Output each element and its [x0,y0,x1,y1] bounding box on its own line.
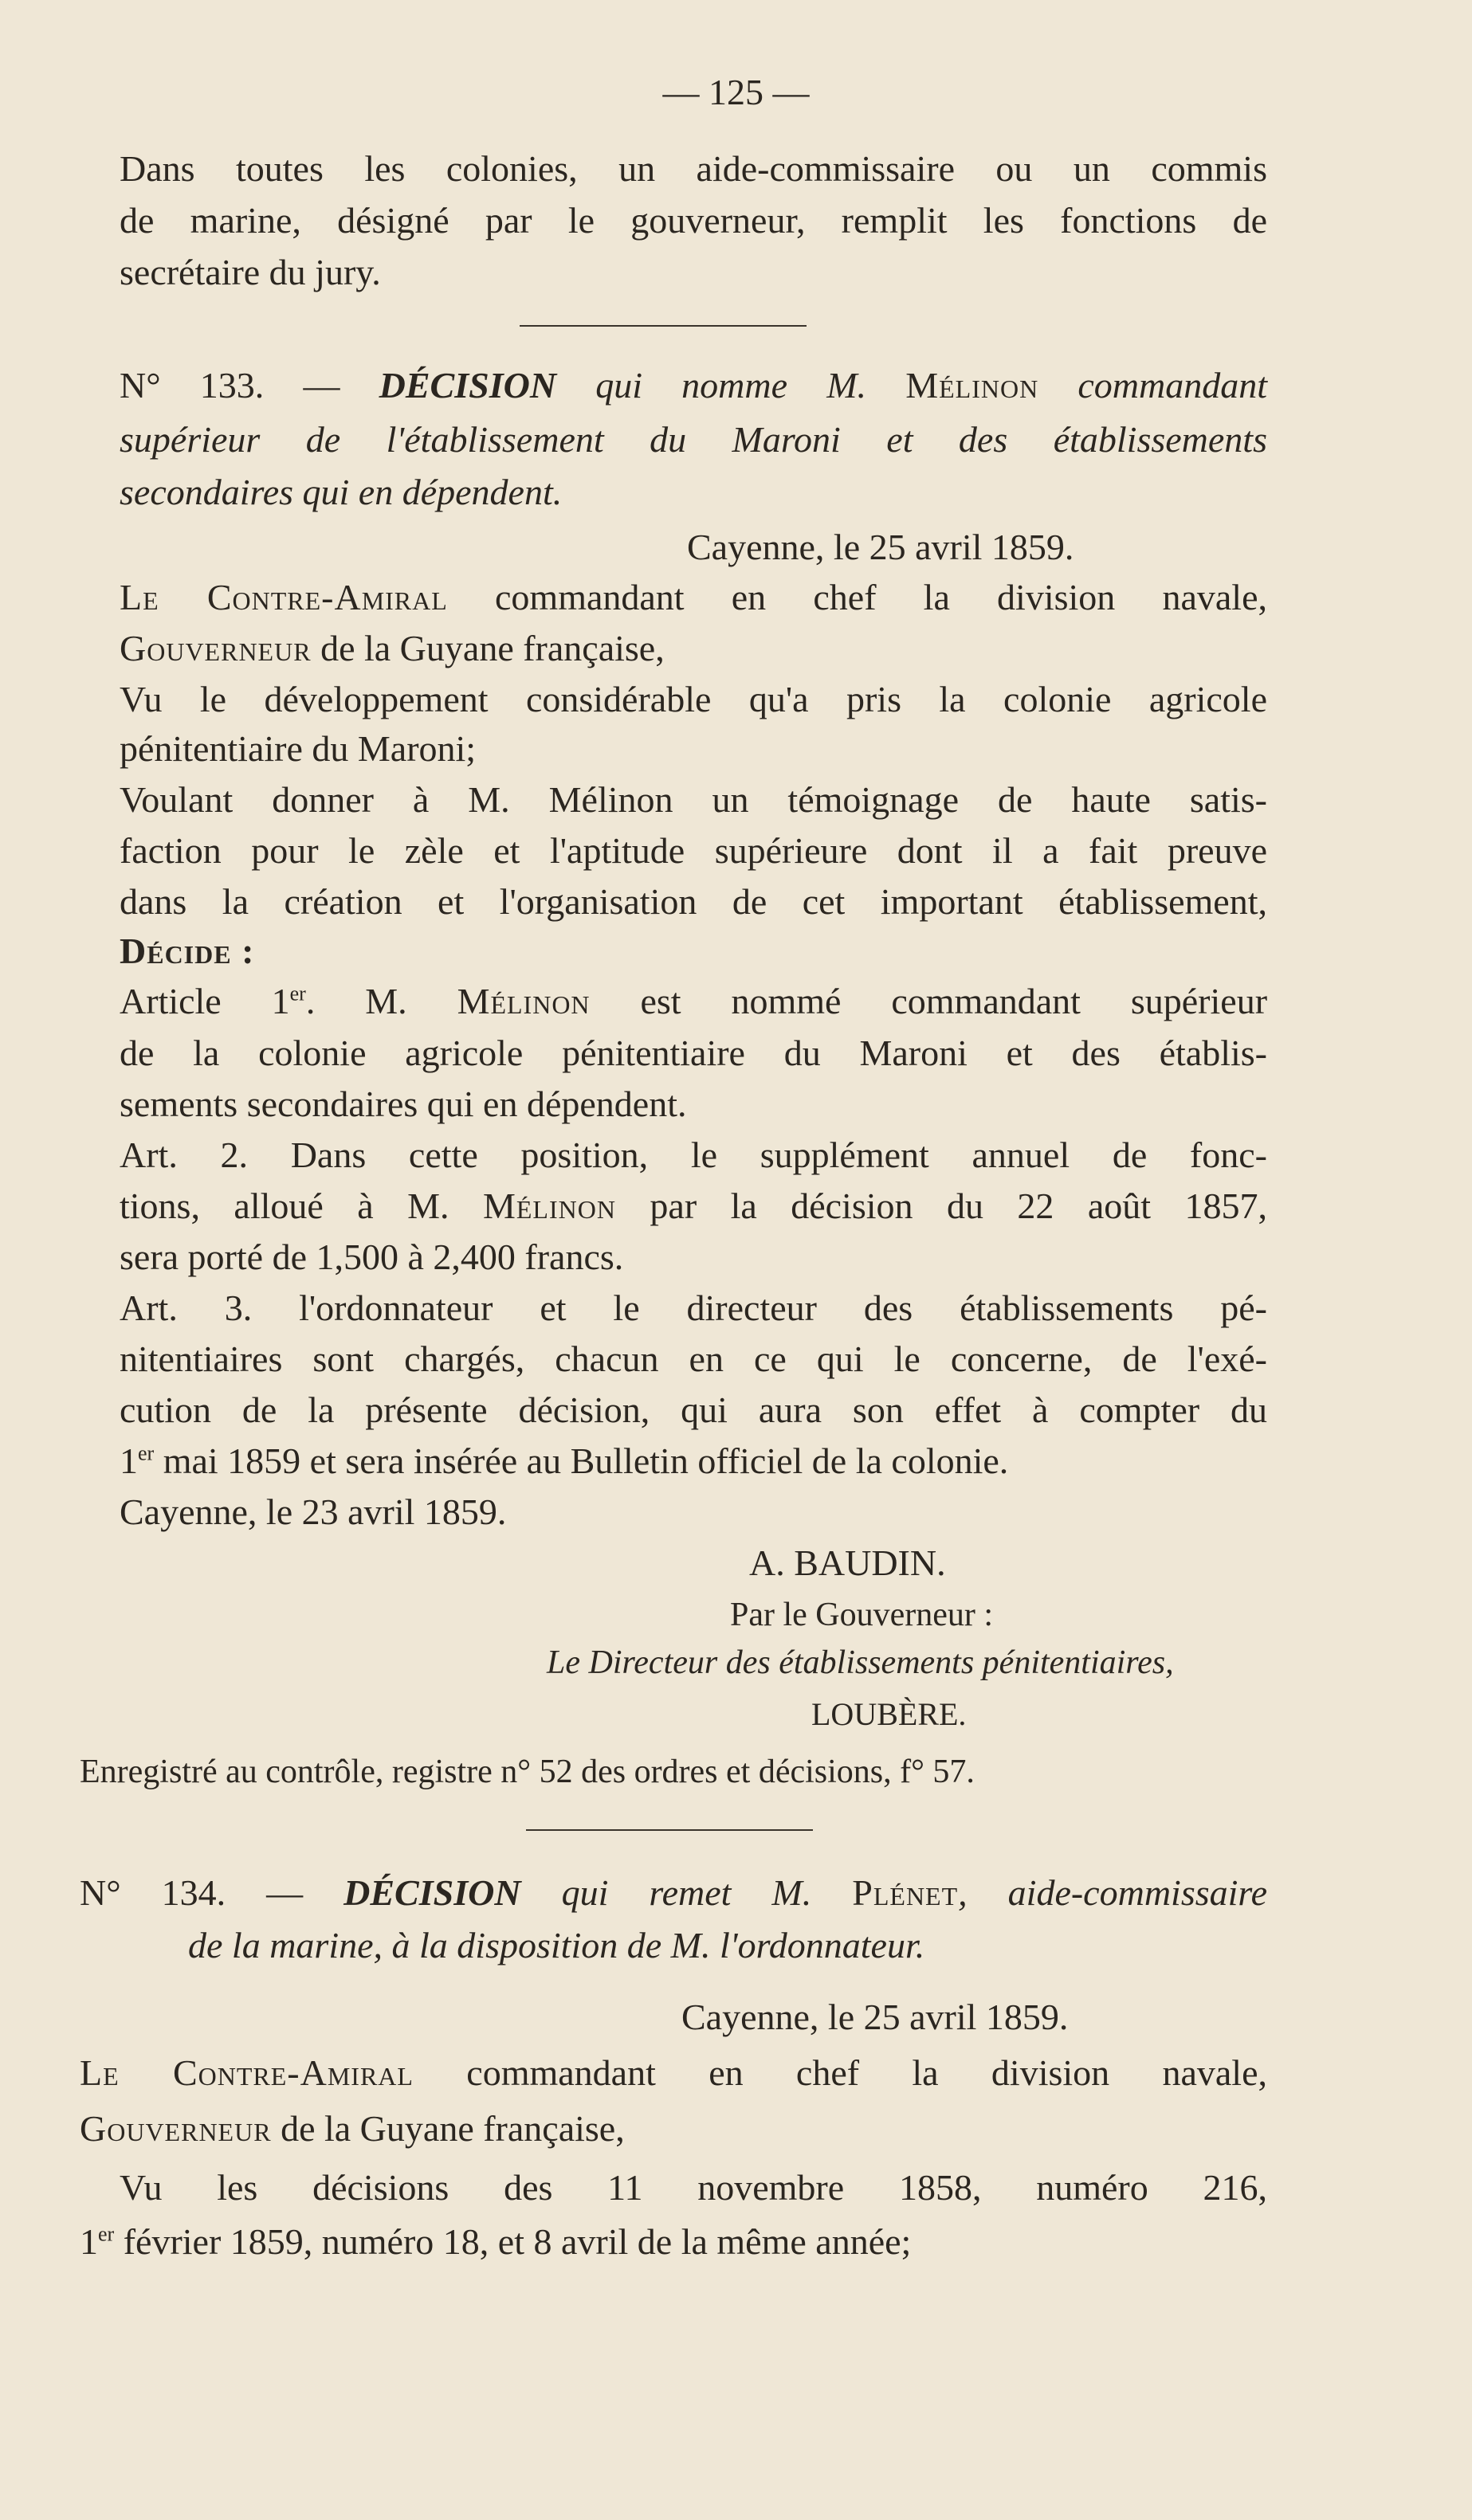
preamble-line [80,2048,1267,2099]
text-line [80,2216,911,2267]
text-span: février 1859, numéro 18, et 8 avril de la même année; [123,2221,912,2262]
director-name: LOUBÈRE. [811,1696,967,1732]
text-span: . M. [305,981,407,1021]
text-line: cution de la présente décision, qui aura son effet à compter du [120,1389,1267,1430]
text-line: Voulant donner à M. Mélinon un témoignage de haute satis- [120,779,1267,820]
article-1-line [120,976,1267,1027]
heading-text: qui nomme M. [595,365,867,406]
text-span: de la Guyane française, [281,2108,625,2149]
text-line: sements secondaires qui en dépendent. [120,1084,687,1124]
place-date: Cayenne, le 25 avril 1859. [681,1997,1069,2037]
title-gouverneur: Gouverneur [80,2108,272,2149]
text-span: Article 1 [120,981,290,1021]
text-span: 1 [80,2221,98,2262]
title-contre-amiral: Le Contre-Amiral [120,577,448,617]
decision-heading-line: de la marine, à la disposition de M. l'ordonnateur. [188,1925,925,1965]
page-number: — 125 — [662,72,810,112]
section-divider [520,325,807,327]
heading-text: qui remet M. [561,1872,812,1913]
article-3-line [120,1436,1008,1487]
heading-text: , aide-commissaire [958,1872,1268,1913]
decision-heading-line: secondaires qui en dépendent. [120,472,563,512]
text-line: Vu le développement considérable qu'a pris la colonie agricole [120,679,1267,719]
article-2-line [120,1181,1267,1232]
person-name: Mélinon [482,1186,616,1226]
dash: — [303,365,340,406]
text-line: de marine, désigné par le gouverneur, remplit les fonctions de [120,200,1267,241]
text-line: de la colonie agricole pénitentiaire du Maroni et des établis- [120,1033,1267,1073]
decision-label: DÉCISION [343,1872,521,1913]
preamble-line [120,623,665,674]
text-line: nitentiaires sont chargés, chacun en ce qui le concerne, de l'exé- [120,1338,1267,1379]
person-name: Mélinon [457,981,591,1021]
preamble-line [120,572,1267,623]
person-name: Mélinon [905,365,1039,406]
preamble-line [80,2103,625,2154]
decision-number: N° 133. [120,365,265,406]
section-divider [526,1829,813,1831]
superscript: er [98,2222,115,2246]
text-span: par la décision du 22 août 1857, [650,1186,1267,1226]
decision-label: DÉCISION [379,365,557,406]
dash: — [266,1872,304,1913]
text-line: secrétaire du jury. [120,252,381,292]
dated-line: Cayenne, le 23 avril 1859. [120,1491,507,1532]
person-name: Plénet [852,1872,959,1913]
decision-heading [120,360,1267,411]
text-line: Vu les décisions des 11 novembre 1858, numéro 216, [120,2167,1267,2208]
text-line: Dans toutes les colonies, un aide-commissaire ou un commis [120,148,1267,189]
directeur-line: Le Directeur des établissements pénitentiaires, [547,1644,1174,1681]
text-span: 1 [120,1440,138,1481]
text-line: pénitentiaire du Maroni; [120,728,477,769]
superscript: er [289,982,306,1005]
text-span: commandant en chef la division navale, [495,577,1268,617]
decide-label: Décide : [120,931,255,971]
place-date: Cayenne, le 25 avril 1859. [687,527,1074,567]
title-gouverneur: Gouverneur [120,628,312,668]
decision-heading-line: supérieur de l'établissement du Maroni et des établissements [120,419,1267,460]
decision-heading [80,1867,1267,1918]
par-le-gouverneur: Par le Gouverneur : [730,1597,994,1633]
superscript: er [138,1441,155,1465]
title-contre-amiral: Le Contre-Amiral [80,2052,414,2093]
text-line: Art. 3. l'ordonnateur et le directeur des établissements pé- [120,1287,1267,1328]
text-line: sera porté de 1,500 à 2,400 francs. [120,1236,624,1277]
text-line: Art. 2. Dans cette position, le supplément annuel de fonc- [120,1135,1267,1175]
text-line: dans la création et l'organisation de cet important établissement, [120,881,1267,922]
text-span: mai 1859 et sera insérée au Bulletin officiel de la colonie. [163,1440,1009,1481]
text-span: de la Guyane française, [320,628,665,668]
text-line: faction pour le zèle et l'aptitude supérieure dont il a fait preuve [120,830,1267,871]
text-span: commandant en chef la division navale, [466,2052,1267,2093]
text-span: est nommé commandant supérieur [640,981,1268,1021]
text-span: tions, alloué à M. [120,1186,449,1226]
heading-text: commandant [1078,365,1267,406]
signature: A. BAUDIN. [749,1542,946,1583]
registration-note: Enregistré au contrôle, registre n° 52 des ordres et décisions, f° 57. [80,1754,975,1790]
decision-number: N° 134. [80,1872,226,1913]
